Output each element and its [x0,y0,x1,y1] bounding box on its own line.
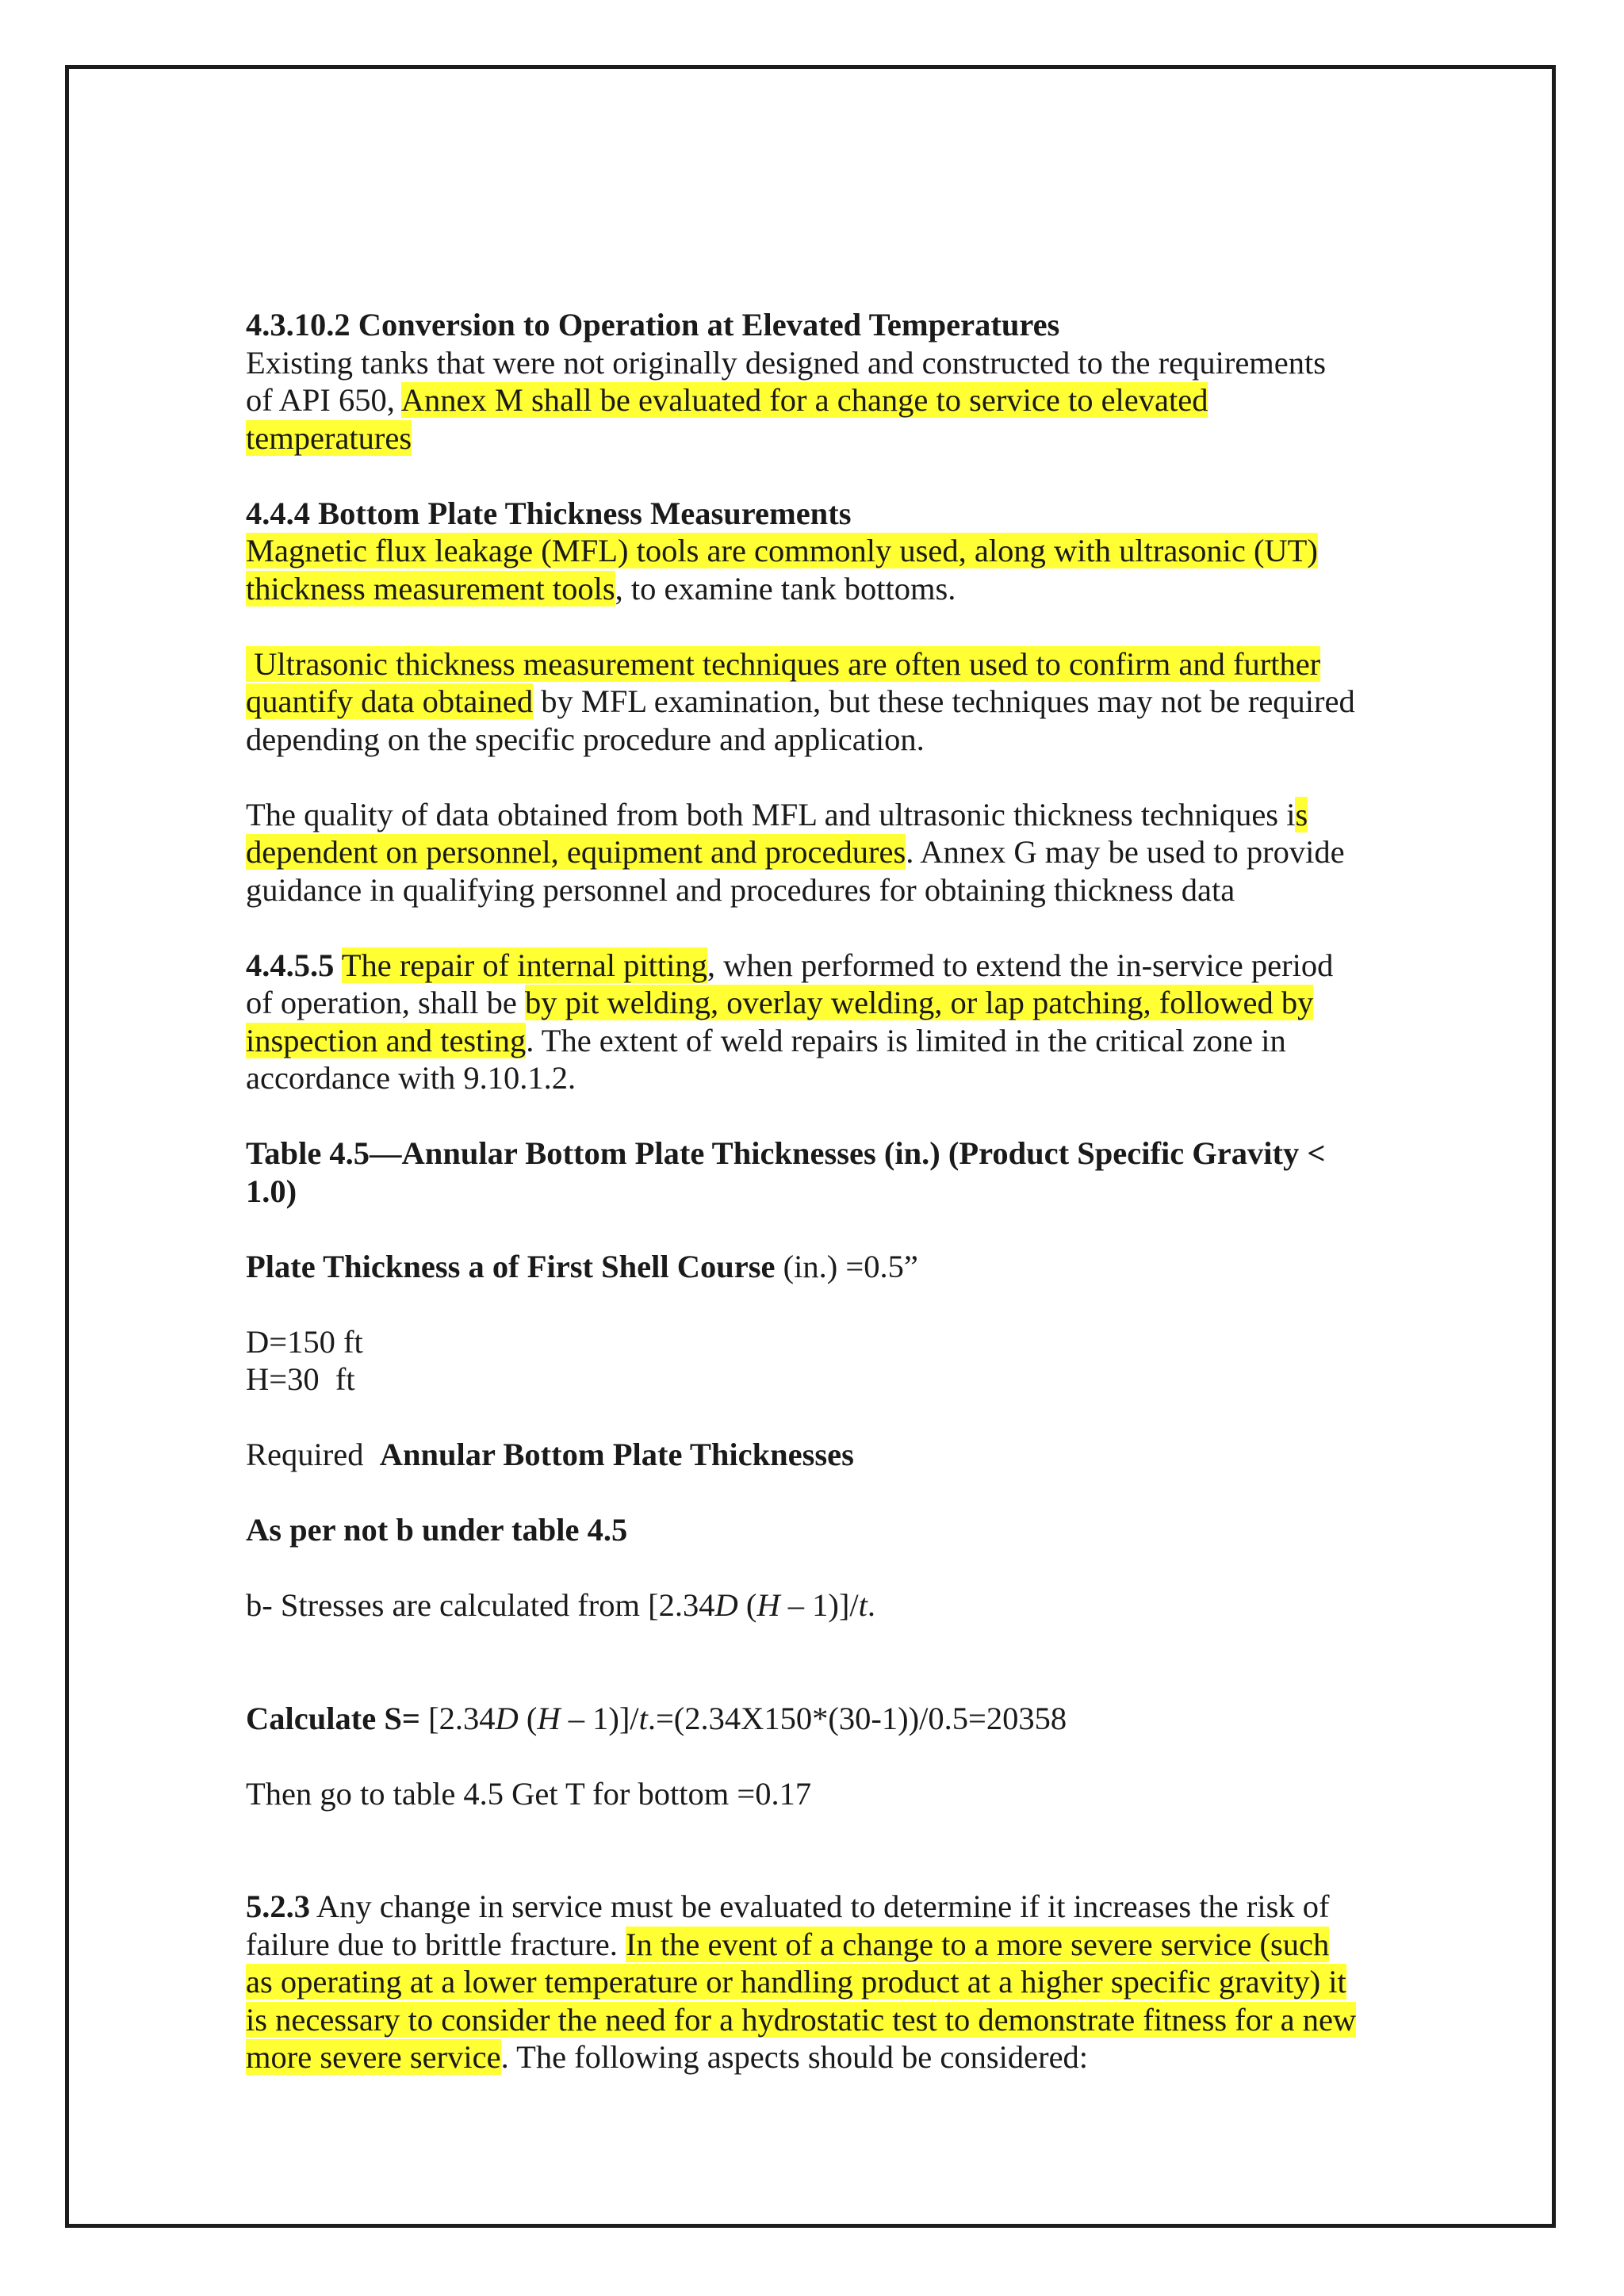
highlighted-text: is necessary to consider the need for a hydrostatic test to demonstrate fitness for a new [246,2001,1357,2038]
section-5-2-3-line: 5.2.3 Any change in service must be evaluated to determine if it increases the risk of [246,1888,1330,1924]
section-4-4-5-5-line: 4.4.5.5 The repair of internal pitting, when performed to extend the in-service period [246,947,1334,983]
section-4-4-5-5-line: inspection and testing. The extent of weld repairs is limited in the critical zone in [246,1022,1286,1058]
document-body [246,306,1392,2076]
section-4-4-4-heading: 4.4.4 Bottom Plate Thickness Measurements [246,495,852,531]
section-4-4-4-line: guidance in qualifying personnel and procedures for obtaining thickness data [246,871,1235,908]
section-number: 4.4.5.5 [246,947,335,983]
note-b-formula: b- Stresses are calculated from [2.34D (H – 1)]/t. [246,1587,876,1623]
highlighted-text: dependent on personnel, equipment and procedures [246,834,906,870]
highlighted-text: thickness measurement tools [246,570,615,607]
highlighted-text: Annex M shall be evaluated for a change to service to elevated [400,382,1208,418]
section-5-2-3-line [246,2001,1392,2039]
section-4-4-4-line: dependent on personnel, equipment and procedures. Annex G may be used to provide [246,834,1345,870]
section-4-3-10-2-heading: 4.3.10.2 Conversion to Operation at Elevated Temperatures [246,307,1060,342]
height-value: H=30 ft [246,1361,355,1397]
section-5-2-3-line: failure due to brittle fracture. In the event of a change to a more severe service (such [246,1926,1330,1962]
highlighted-text: Ultrasonic thickness measurement techniques are often used to confirm and further [246,645,1321,682]
highlighted-text: by pit welding, overlay welding, or lap patching, followed by [525,985,1314,1020]
section-number: 5.2.3 [246,1888,310,1924]
section-5-2-3-line [246,1963,1392,2001]
note-heading: As per not b under table 4.5 [246,1512,628,1548]
highlighted-text: quantify data obtained [246,683,534,719]
highlighted-text: The repair of internal pitting [341,947,707,983]
result-line: Then go to table 4.5 Get T for bottom =0.17 [246,1775,812,1812]
section-4-3-10-2-line: of API 650, Annex M shall be evaluated for a change to service to elevated [246,382,1208,418]
section-4-4-4-line: thickness measurement tools, to examine tank bottoms. [246,570,956,607]
highlighted-text: as operating at a lower temperature or handling product at a higher specific gravity) it [246,1964,1346,1999]
section-4-4-5-5-line: accordance with 9.10.1.2. [246,1060,576,1096]
section-4-4-4-line: quantify data obtained by MFL examination, but these techniques may not be required [246,683,1355,719]
highlighted-text: inspection and testing [246,1022,527,1058]
diameter-value: D=150 ft [246,1323,363,1360]
highlighted-text: more severe service [246,2039,501,2075]
section-4-4-4-line [246,532,1392,570]
section-4-4-4-line: depending on the specific procedure and application. [246,721,925,757]
table-4-5-title: Table 4.5—Annular Bottom Plate Thicknesses (in.) (Product Specific Gravity < [246,1135,1326,1171]
section-4-3-10-2-line: Existing tanks that were not originally designed and constructed to the requirements [246,344,1327,381]
section-4-4-4-line: The quality of data obtained from both MFL and ultrasonic thickness techniques is [246,796,1308,832]
section-4-3-10-2-line [246,419,1392,457]
required-line: Required Annular Bottom Plate Thicknesses [246,1437,854,1472]
section-4-4-5-5-line: of operation, shall be by pit welding, overlay welding, or lap patching, followed by [246,985,1314,1020]
section-5-2-3-line: more severe service. The following aspects should be considered: [246,2039,1089,2075]
calculation-line: Calculate S= [2.34D (H – 1)]/t.=(2.34X150*(30-1))/0.5=20358 [246,1700,1067,1736]
highlighted-text: Magnetic flux leakage (MFL) tools are commonly used, along with ultrasonic (UT) [246,533,1318,568]
highlighted-text: s [1295,796,1308,832]
highlighted-text: In the event of a change to a more severe service (such [626,1926,1330,1962]
highlighted-text: temperatures [246,419,412,456]
plate-thickness-line: Plate Thickness a of First Shell Course (in.) =0.5” [246,1248,918,1284]
section-4-4-4-line [246,645,1392,683]
table-4-5-title: 1.0) [246,1173,297,1209]
